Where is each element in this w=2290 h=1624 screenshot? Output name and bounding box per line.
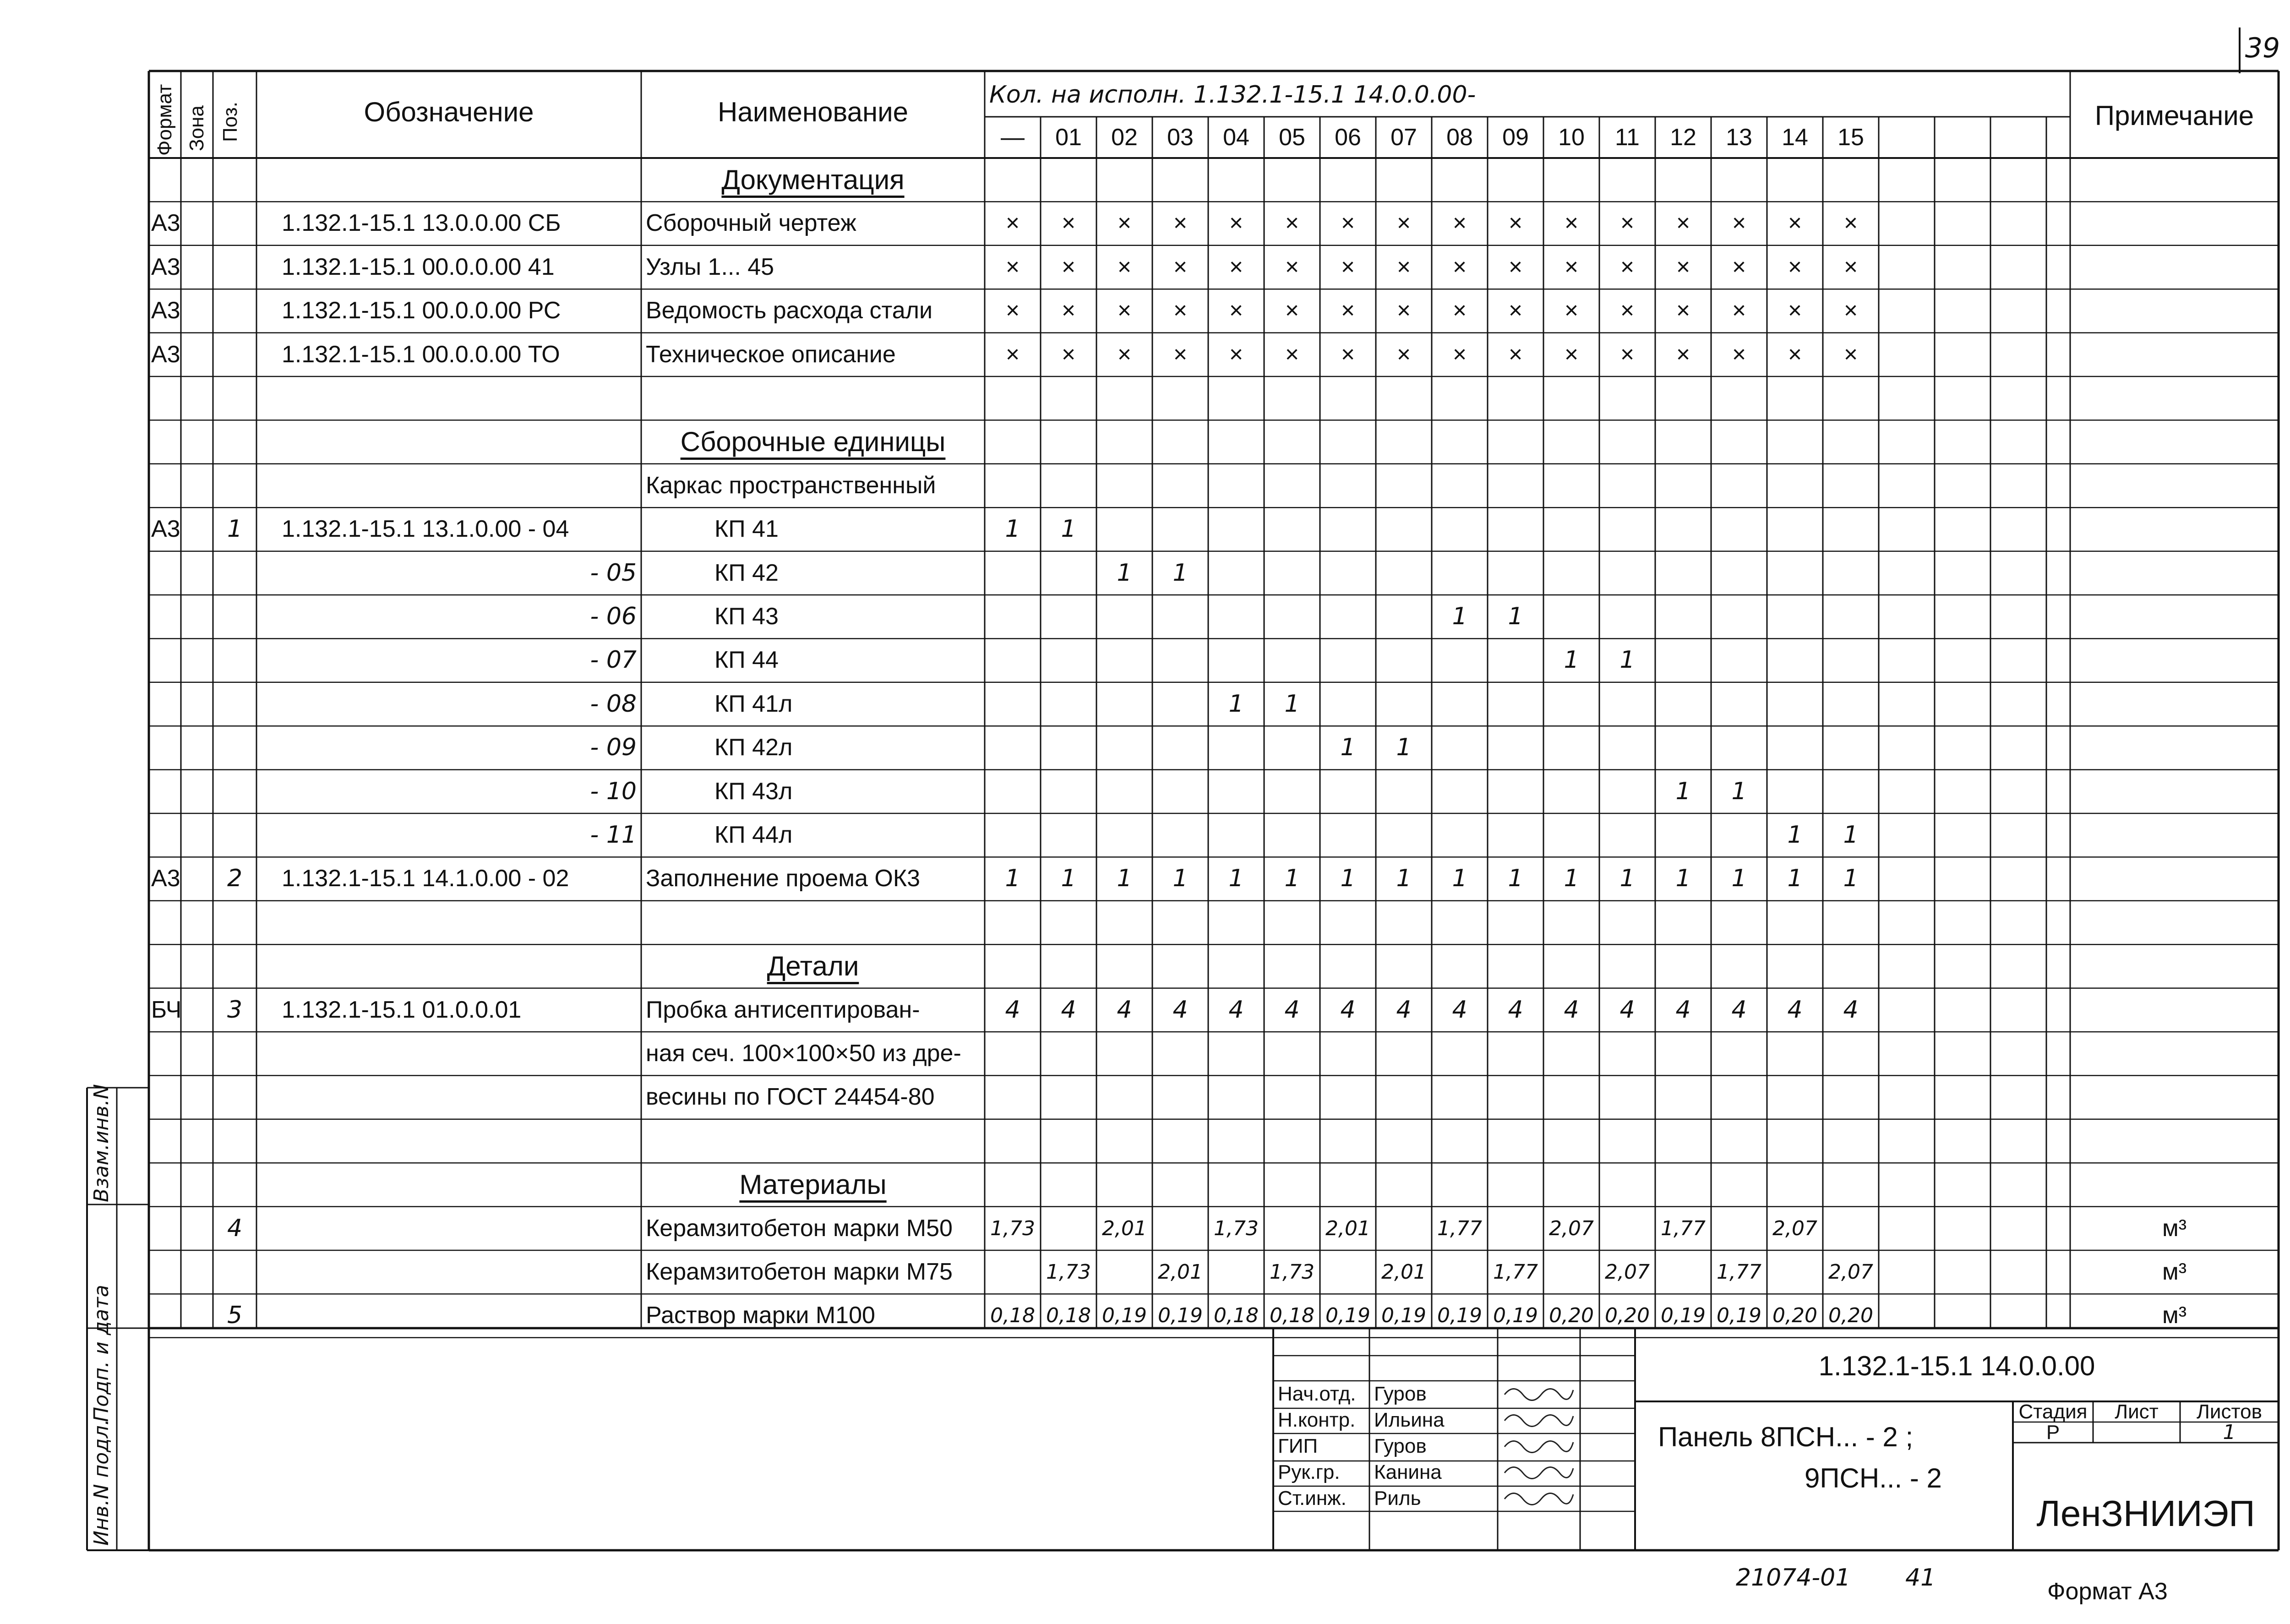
name-header: Наименование: [718, 97, 908, 127]
qty-cell: 0,20: [1772, 1304, 1817, 1328]
variant-col-1: 01: [1055, 124, 1082, 151]
variant-col-12: 12: [1670, 124, 1696, 151]
row-note: м³: [2162, 1215, 2187, 1242]
variant-col-2: 02: [1111, 124, 1138, 151]
qty-cell: 0,18: [1046, 1304, 1091, 1328]
qty-cell: 4: [1843, 996, 1859, 1024]
doc-code: 1.132.1-15.1 14.0.0.00: [1818, 1351, 2095, 1381]
qty-cell: 4: [1619, 996, 1635, 1024]
qty-cell: ×: [1508, 210, 1523, 237]
row-designation: 1.132.1-15.1 01.0.0.01: [282, 996, 522, 1023]
variant-col-10: 10: [1558, 124, 1585, 151]
signature: [1505, 1441, 1573, 1453]
row-designation: 1.132.1-15.1 00.0.0.00 41: [282, 253, 555, 280]
qty-cell: 4: [1508, 996, 1523, 1024]
qty-cell: ×: [1843, 341, 1858, 368]
qty-cell: ×: [1061, 341, 1076, 368]
qty-cell: 2,01: [1381, 1260, 1426, 1284]
zone-header-label: Зона: [185, 105, 208, 151]
row-name: весины по ГОСТ 24454-80: [646, 1084, 935, 1111]
qty-cell: 1,73: [990, 1216, 1035, 1240]
qty-cell: ×: [1452, 297, 1467, 324]
qty-cell: ×: [1117, 297, 1132, 324]
qty-cell: 1: [1787, 865, 1803, 893]
qty-cell: 1: [1787, 821, 1803, 849]
qty-cell: ×: [1508, 297, 1523, 324]
qty-cell: 1: [1117, 559, 1132, 587]
qty-cell: ×: [1508, 341, 1523, 368]
qty-cell: 1: [1172, 559, 1188, 587]
row-name: Раствор марки М100: [646, 1302, 875, 1329]
qty-cell: 4: [1564, 996, 1579, 1024]
qty-cell: ×: [1005, 210, 1020, 237]
qty-cell: 0,18: [1270, 1304, 1314, 1328]
side-label-sign: Подп. и дата: [90, 1285, 113, 1422]
qty-cell: ×: [1341, 297, 1355, 324]
row-designation-suffix: - 09: [590, 734, 637, 762]
qty-cell: ×: [1788, 341, 1802, 368]
row-name: КП 44: [714, 647, 779, 674]
qty-cell: 1: [1117, 865, 1132, 893]
qty-cell: ×: [1620, 253, 1635, 280]
qty-cell: ×: [1173, 341, 1188, 368]
qty-cell: 1: [1228, 865, 1244, 893]
qty-cell: 4: [1396, 996, 1412, 1024]
row-format: А3: [151, 297, 180, 324]
qty-cell: 1: [1508, 865, 1523, 893]
qty-cell: ×: [1396, 210, 1411, 237]
qty-caption: Кол. на исполн. 1.132.1-15.1 14.0.0.00-: [989, 81, 1476, 109]
signature: [1505, 1467, 1573, 1479]
row-note: м³: [2162, 1259, 2187, 1285]
row-name: Узлы 1... 45: [646, 253, 774, 280]
qty-cell: 4: [1787, 996, 1803, 1024]
qty-cell: 1: [1061, 515, 1076, 543]
row-designation-suffix: - 11: [590, 821, 637, 849]
qty-cell: 1,77: [1493, 1260, 1538, 1284]
section-heading: Документация: [721, 164, 905, 195]
qty-cell: ×: [1173, 297, 1188, 324]
qty-cell: ×: [1285, 210, 1299, 237]
signer-name: Гуров: [1374, 1435, 1427, 1457]
qty-cell: ×: [1564, 253, 1579, 280]
stage-value: Р: [2046, 1421, 2060, 1444]
signer-role: Н.контр.: [1278, 1409, 1356, 1431]
qty-cell: 1: [1061, 865, 1076, 893]
row-name: Ведомость расхода стали: [646, 297, 933, 324]
qty-cell: ×: [1564, 210, 1579, 237]
qty-cell: 1: [1619, 646, 1635, 674]
title-line-2: 9ПСН... - 2: [1805, 1463, 1942, 1493]
row-designation: 1.132.1-15.1 00.0.0.00 РС: [282, 297, 561, 324]
qty-cell: ×: [1452, 253, 1467, 280]
row-name: Заполнение проема ОК3: [646, 865, 921, 892]
qty-cell: 1: [1675, 777, 1691, 805]
qty-cell: 1: [1731, 777, 1747, 805]
row-name: ная сеч. 100×100×50 из дре-: [646, 1040, 961, 1067]
row-name: Керамзитобетон марки М50: [646, 1215, 953, 1242]
qty-cell: ×: [1676, 297, 1690, 324]
qty-cell: ×: [1564, 341, 1579, 368]
sheets-value: 1: [2223, 1421, 2236, 1444]
qty-cell: ×: [1005, 297, 1020, 324]
row-format: А3: [151, 210, 180, 237]
qty-cell: 2,07: [1549, 1216, 1594, 1240]
qty-cell: 2,07: [1772, 1216, 1817, 1240]
row-format: БЧ: [151, 996, 182, 1023]
variant-col-7: 07: [1390, 124, 1417, 151]
qty-cell: ×: [1285, 253, 1299, 280]
qty-cell: 0,19: [1493, 1304, 1538, 1328]
qty-cell: 1: [1340, 734, 1356, 762]
qty-cell: ×: [1788, 297, 1802, 324]
row-pos: 5: [227, 1302, 243, 1330]
row-designation-suffix: - 10: [590, 777, 637, 805]
row-name: Керамзитобетон марки М75: [646, 1259, 953, 1285]
qty-cell: 2,07: [1828, 1260, 1873, 1284]
signer-role: Рук.гр.: [1278, 1461, 1340, 1483]
qty-cell: 0,19: [1717, 1304, 1761, 1328]
qty-cell: 1: [1284, 865, 1300, 893]
qty-cell: 1,77: [1661, 1216, 1706, 1240]
qty-cell: 1: [1675, 865, 1691, 893]
qty-cell: ×: [1285, 341, 1299, 368]
qty-cell: ×: [1843, 253, 1858, 280]
qty-cell: 4: [1452, 996, 1467, 1024]
row-pos: 3: [227, 996, 243, 1024]
row-pos: 1: [227, 515, 243, 543]
row-format: А3: [151, 865, 180, 892]
qty-cell: ×: [1788, 210, 1802, 237]
qty-cell: 2,01: [1158, 1260, 1203, 1284]
qty-cell: ×: [1341, 210, 1355, 237]
qty-cell: 4: [1061, 996, 1076, 1024]
qty-cell: ×: [1396, 297, 1411, 324]
format-header-label: Формат: [153, 84, 176, 156]
signer-name: Риль: [1374, 1487, 1421, 1510]
section-heading: Детали: [767, 951, 859, 982]
format-footer: Формат А3: [2047, 1578, 2168, 1605]
qty-cell: 2,07: [1605, 1260, 1650, 1284]
section-heading: Материалы: [739, 1169, 887, 1200]
qty-cell: ×: [1564, 297, 1579, 324]
qty-cell: ×: [1452, 210, 1467, 237]
qty-cell: 0,20: [1605, 1304, 1650, 1328]
qty-cell: 0,18: [1214, 1304, 1259, 1328]
qty-cell: ×: [1285, 297, 1299, 324]
qty-cell: ×: [1229, 297, 1243, 324]
designation-header: Обозначение: [364, 97, 534, 127]
qty-cell: ×: [1620, 297, 1635, 324]
qty-cell: 1: [1005, 515, 1020, 543]
qty-cell: ×: [1229, 341, 1243, 368]
qty-cell: 4: [1675, 996, 1691, 1024]
qty-cell: ×: [1732, 253, 1746, 280]
signer-role: ГИП: [1278, 1435, 1318, 1457]
sheets-label: Листов: [2197, 1401, 2262, 1423]
qty-cell: ×: [1396, 253, 1411, 280]
qty-cell: ×: [1061, 210, 1076, 237]
row-name: КП 44л: [714, 822, 793, 848]
qty-cell: 4: [1731, 996, 1747, 1024]
qty-cell: ×: [1676, 253, 1690, 280]
row-designation-suffix: - 07: [590, 646, 637, 674]
qty-cell: 1: [1396, 865, 1412, 893]
row-designation: 1.132.1-15.1 13.0.0.00 СБ: [282, 210, 561, 237]
variant-col-5: 05: [1279, 124, 1305, 151]
page-number: 39: [2245, 32, 2280, 64]
qty-cell: ×: [1173, 253, 1188, 280]
qty-cell: 1,73: [1214, 1216, 1259, 1240]
signer-role: Ст.инж.: [1278, 1487, 1347, 1510]
qty-cell: ×: [1117, 253, 1132, 280]
stage-label: Стадия: [2018, 1401, 2088, 1423]
qty-cell: 1: [1564, 646, 1579, 674]
variant-col-0: —: [1001, 124, 1025, 151]
qty-cell: 0,19: [1437, 1304, 1482, 1328]
qty-cell: 1: [1228, 690, 1244, 718]
row-designation: 1.132.1-15.1 13.1.0.00 - 04: [282, 516, 569, 543]
row-name: Пробка антисептирован-: [646, 996, 920, 1023]
qty-cell: 0,19: [1102, 1304, 1147, 1328]
side-label-replace: Взам.инв.N: [90, 1084, 113, 1202]
signature: [1505, 1493, 1573, 1505]
qty-cell: 2,01: [1102, 1216, 1147, 1240]
qty-cell: 1: [1564, 865, 1579, 893]
row-designation-suffix: - 05: [590, 559, 637, 587]
row-designation-suffix: - 08: [590, 690, 637, 718]
signer-role: Нач.отд.: [1278, 1383, 1356, 1405]
qty-cell: ×: [1005, 253, 1020, 280]
variant-col-4: 04: [1223, 124, 1249, 151]
row-name: КП 41л: [714, 690, 793, 717]
qty-cell: ×: [1620, 341, 1635, 368]
signer-name: Канина: [1374, 1461, 1442, 1483]
row-name: КП 42л: [714, 734, 793, 761]
title-line-1: Панель 8ПСН... - 2 ;: [1658, 1422, 1914, 1452]
signer-name: Гуров: [1374, 1383, 1427, 1405]
archive-number: 21074-01: [1736, 1564, 1851, 1591]
qty-cell: ×: [1117, 210, 1132, 237]
row-designation: 1.132.1-15.1 14.1.0.00 - 02: [282, 865, 569, 892]
qty-cell: 1: [1172, 865, 1188, 893]
qty-cell: ×: [1117, 341, 1132, 368]
qty-cell: 4: [1172, 996, 1188, 1024]
qty-cell: 0,18: [990, 1304, 1035, 1328]
qty-cell: 1: [1452, 603, 1467, 630]
qty-cell: ×: [1732, 210, 1746, 237]
variant-col-13: 13: [1726, 124, 1752, 151]
qty-cell: 4: [1005, 996, 1020, 1024]
row-format: А3: [151, 253, 180, 280]
qty-cell: ×: [1229, 253, 1243, 280]
qty-cell: ×: [1788, 253, 1802, 280]
qty-cell: ×: [1061, 297, 1076, 324]
qty-cell: ×: [1843, 297, 1858, 324]
qty-cell: 4: [1117, 996, 1132, 1024]
sheet-label: Лист: [2115, 1401, 2159, 1423]
row-name: КП 43: [714, 603, 779, 630]
signer-name: Ильина: [1374, 1409, 1445, 1431]
row-note: м³: [2162, 1302, 2187, 1329]
row-designation-suffix: - 06: [590, 603, 637, 630]
variant-col-15: 15: [1837, 124, 1864, 151]
qty-cell: ×: [1452, 341, 1467, 368]
note-header: Примечание: [2094, 100, 2254, 131]
side-label-inv: Инв.N подл.: [90, 1419, 113, 1546]
qty-cell: 1: [1843, 821, 1859, 849]
qty-cell: 4: [1284, 996, 1300, 1024]
row-designation: 1.132.1-15.1 00.0.0.00 ТО: [282, 341, 560, 368]
section-heading: Сборочные единицы: [680, 426, 946, 458]
variant-col-6: 06: [1335, 124, 1361, 151]
row-format: А3: [151, 341, 180, 368]
row-pos: 4: [227, 1214, 243, 1242]
qty-cell: ×: [1676, 341, 1690, 368]
row-name: КП 42: [714, 559, 779, 586]
qty-cell: 1: [1452, 865, 1467, 893]
qty-cell: 1,77: [1437, 1216, 1482, 1240]
qty-cell: ×: [1341, 341, 1355, 368]
qty-cell: 1,73: [1270, 1260, 1314, 1284]
qty-cell: 1,77: [1717, 1260, 1761, 1284]
row-pos: 2: [227, 865, 243, 893]
qty-cell: 1: [1005, 865, 1020, 893]
qty-cell: 0,19: [1158, 1304, 1203, 1328]
qty-cell: 1: [1619, 865, 1635, 893]
pos-header-label: Поз.: [219, 102, 241, 142]
qty-cell: 0,19: [1325, 1304, 1370, 1328]
qty-cell: ×: [1061, 253, 1076, 280]
qty-cell: 1: [1731, 865, 1747, 893]
variant-col-11: 11: [1615, 124, 1640, 151]
row-name: КП 41: [714, 516, 779, 543]
qty-cell: ×: [1341, 253, 1355, 280]
archive-sheet: 41: [1905, 1564, 1936, 1591]
qty-cell: ×: [1005, 341, 1020, 368]
qty-cell: ×: [1396, 341, 1411, 368]
row-name: Техническое описание: [646, 341, 896, 368]
qty-cell: ×: [1676, 210, 1690, 237]
qty-cell: ×: [1620, 210, 1635, 237]
qty-cell: ×: [1229, 210, 1243, 237]
variant-col-8: 08: [1446, 124, 1473, 151]
qty-cell: 4: [1340, 996, 1356, 1024]
qty-cell: 0,19: [1381, 1304, 1426, 1328]
variant-col-14: 14: [1782, 124, 1808, 151]
variant-col-3: 03: [1167, 124, 1194, 151]
row-format: А3: [151, 516, 180, 543]
qty-cell: ×: [1843, 210, 1858, 237]
row-name: Сборочный чертеж: [646, 210, 856, 237]
qty-cell: 1: [1843, 865, 1859, 893]
variant-col-9: 09: [1502, 124, 1529, 151]
qty-cell: 1: [1396, 734, 1412, 762]
qty-cell: ×: [1173, 210, 1188, 237]
qty-cell: 1: [1284, 690, 1300, 718]
qty-cell: 1: [1340, 865, 1356, 893]
organization: ЛенЗНИИЭП: [2036, 1493, 2255, 1534]
qty-cell: 2,01: [1325, 1216, 1370, 1240]
qty-cell: 0,20: [1549, 1304, 1594, 1328]
qty-cell: ×: [1732, 297, 1746, 324]
row-name: КП 43л: [714, 778, 793, 805]
qty-cell: 0,19: [1661, 1304, 1706, 1328]
qty-cell: 1,73: [1046, 1260, 1091, 1284]
qty-cell: ×: [1508, 253, 1523, 280]
qty-cell: 4: [1228, 996, 1244, 1024]
signature: [1505, 1389, 1573, 1401]
signature: [1505, 1415, 1573, 1427]
row-name: Каркас пространственный: [646, 472, 936, 499]
qty-cell: 1: [1508, 603, 1523, 630]
qty-cell: ×: [1732, 341, 1746, 368]
qty-cell: 0,20: [1828, 1304, 1873, 1328]
